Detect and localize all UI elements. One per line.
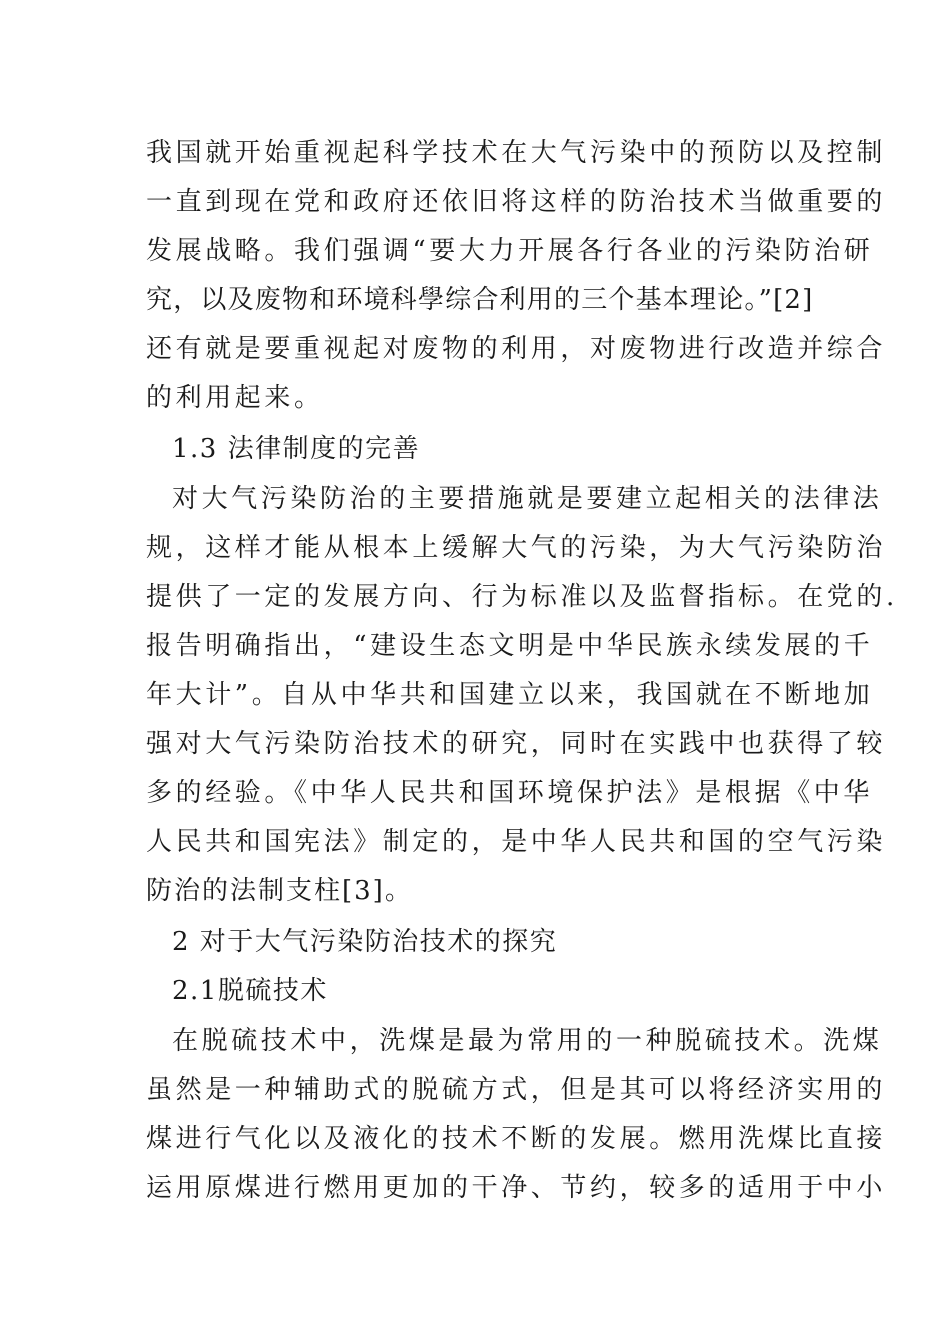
paragraph-line: 煤进行气化以及液化的技术不断的发展。燃用洗煤比直接 [146, 1124, 887, 1154]
paragraph-line: 一直到现在党和政府还依旧将这样的防治技术当做重要的 [146, 187, 887, 217]
paragraph-line: 在脱硫技术中，洗煤是最为常用的一种脱硫技术。洗煤 [172, 1026, 883, 1056]
paragraph-line: 发展战略。我们强调“要大力开展各行各业的污染防治研 [146, 236, 874, 266]
paragraph-line: 运用原煤进行燃用更加的干净、节约，较多的适用于中小 [146, 1173, 887, 1203]
paragraph-line: 提供了一定的发展方向、行为标准以及监督指标。在党的. [146, 582, 898, 612]
section-heading-2-1: 2.1脱硫技术 [172, 976, 328, 1006]
paragraph-line: 年大计”。自从中华共和国建立以来，我国就在不断地加 [146, 680, 874, 710]
paragraph-line: 强对大气污染防治技术的研究，同时在实践中也获得了较 [146, 729, 887, 759]
paragraph-line: 还有就是要重视起对废物的利用，对废物进行改造并综合 [146, 334, 887, 364]
paragraph-line: 的利用起来。 [146, 383, 324, 413]
paragraph-line: 我国就开始重视起科学技术在大气污染中的预防以及控制 [146, 138, 887, 168]
paragraph-line: 多的经验。《中华人民共和国环境保护法》是根据《中华 [146, 778, 874, 808]
paragraph-line: 规，这样才能从根本上缓解大气的污染，为大气污染防治 [146, 533, 887, 563]
paragraph-line: 人民共和国宪法》制定的，是中华人民共和国的空气污染 [146, 827, 887, 857]
paragraph-line: 虽然是一种辅助式的脱硫方式，但是其可以将经济实用的 [146, 1075, 887, 1105]
paragraph-line: 对大气污染防治的主要措施就是要建立起相关的法律法 [172, 484, 883, 514]
section-heading-2: 2 对于大气污染防治技术的探究 [172, 927, 558, 957]
paragraph-line: 究，以及废物和环境科學综合利用的三个基本理论。”[2] [146, 285, 814, 315]
paragraph-line: 报告明确指出，“建设生态文明是中华民族永续发展的千 [146, 631, 874, 661]
section-heading-1-3: 1.3 法律制度的完善 [172, 434, 421, 464]
paragraph-line: 防治的法制支柱[3]。 [146, 876, 413, 906]
